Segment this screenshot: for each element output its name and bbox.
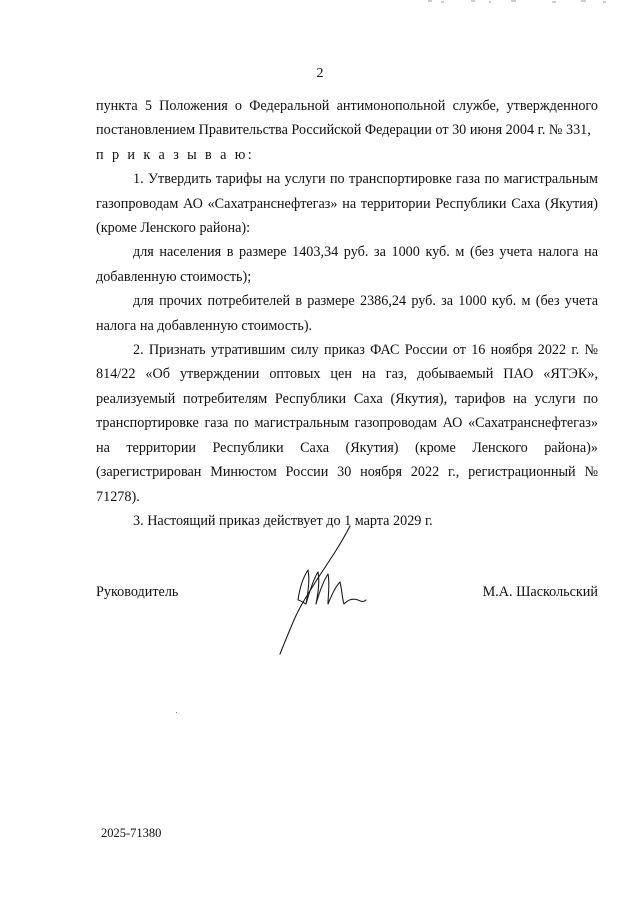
paragraph-item-3: 3. Настоящий приказ действует до 1 марта 2029 г. [133, 512, 433, 529]
registration-number: 2025-71380 [101, 826, 162, 840]
paragraph-item-1: 1. Утвердить тарифы на услуги по транспортировке газа по магистральным газопроводам АО «Сахатранснефтегаз» на территории Республики Саха (Якутия) (кроме Ленского района): [96, 171, 598, 237]
paragraph-order-word: п р и к а з ы в а ю: [96, 146, 255, 163]
page-number: 2 [316, 66, 324, 81]
signatory-name: М.А. Шаскольский [482, 584, 598, 600]
paragraph-item-2: 2. Признать утратившим силу приказ ФАС России от 16 ноября 2022 г. № 814/22 «Об утверждении оптовых цен на газ, добываемый ПАО «ЯТЭК», реализуемый потребителям Республики Саха (Якутия), тарифов на услуги по транспортировке газа по магистральным газопроводам АО «Сахатранснефтегаз» на территории Республики Саха (Якутия) (кроме Ленского района)» (зарегистрирован Минюстом России 30 ноября 2022 г., регистрационный № 71278). [96, 342, 598, 505]
document-body [96, 94, 598, 533]
scan-edge-marks [0, 0, 640, 8]
scan-dot [176, 712, 177, 713]
signature-block [96, 584, 598, 608]
paragraph-tariff-other: для прочих потребителей в размере 2386,24 руб. за 1000 куб. м (без учета налога на добавленную стоимость). [96, 293, 598, 334]
paragraph-tariff-population: для населения в размере 1403,34 руб. за 1000 куб. м (без учета налога на добавленную стоимость); [96, 244, 598, 285]
signatory-title: Руководитель [96, 584, 179, 600]
paragraph-basis: пункта 5 Положения о Федеральной антимонопольной службе, утвержденного постановлением Правительства Российской Федерации от 30 июня 2004 г. № 331, [96, 98, 598, 139]
